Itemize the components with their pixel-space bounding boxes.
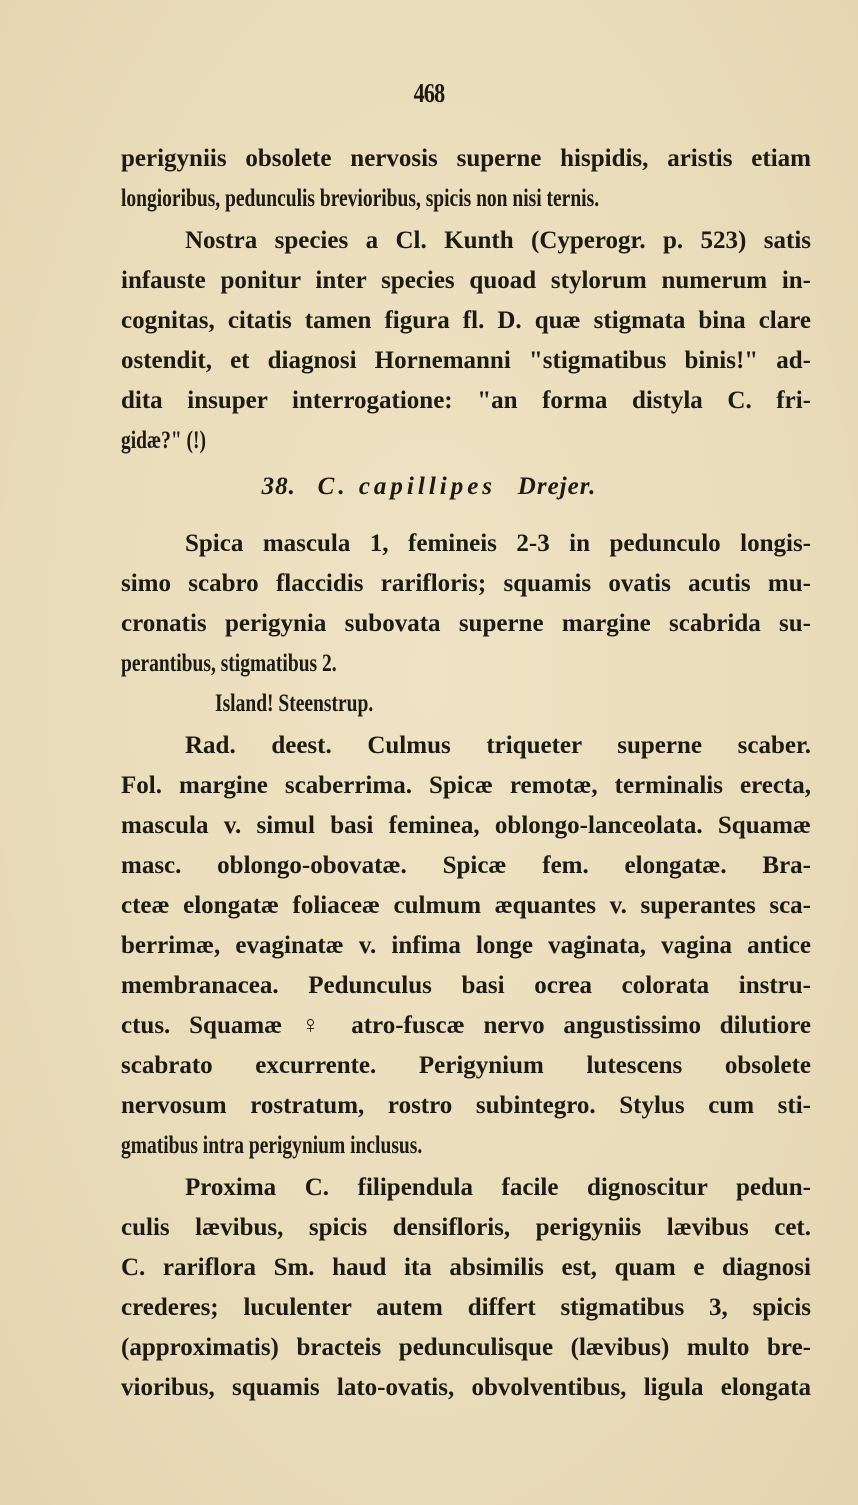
- text-line: C. rariflora Sm. haud ita absimilis est, quam e diagnosi: [121, 1254, 811, 1281]
- locality: Island! Steenstrup.: [215, 690, 374, 717]
- text-line: masc. oblongo-obovatæ. Spicæ fem. elongatæ. Bra-: [121, 852, 811, 879]
- text-line: (approximatis) bracteis pedunculisque (lævibus) multo bre-: [121, 1334, 811, 1361]
- text-line: simo scabro flaccidis rarifloris; squamis ovatis acutis mu-: [121, 570, 811, 597]
- text-line: cognitas, citatis tamen figura fl. D. quæ stigmata bina clare: [121, 307, 811, 334]
- text-line: ctus. Squamæ ♀ atro-fuscæ nervo angustissimo dilutiore: [121, 1012, 811, 1039]
- text-line: Rad. deest. Culmus triqueter superne scaber.: [185, 732, 811, 759]
- species-number: 38.: [261, 473, 296, 500]
- text-line: berrimæ, evaginatæ v. infima longe vaginata, vagina antice: [121, 932, 811, 959]
- text-line: Nostra species a Cl. Kunth (Cyperogr. p. 523) satis: [185, 227, 811, 254]
- text-line: Proxima C. filipendula facile dignoscitur pedun-: [185, 1174, 811, 1201]
- text-line: Fol. margine scaberrima. Spicæ remotæ, terminalis erecta,: [121, 772, 811, 799]
- page-number: 468: [413, 78, 445, 108]
- species-heading: [0, 470, 858, 504]
- text-line: longioribus, pedunculis brevioribus, spicis non nisi ternis.: [121, 185, 600, 212]
- text-line: vioribus, squamis lato-ovatis, obvolventibus, ligula elongata: [121, 1374, 811, 1401]
- text-line: gidæ?" (!): [121, 427, 207, 454]
- text-line: perantibus, stigmatibus 2.: [121, 650, 337, 677]
- text-line: infauste ponitur inter species quoad stylorum numerum in-: [121, 267, 811, 294]
- text-line: ostendit, et diagnosi Hornemanni "stigmatibus binis!" ad-: [121, 347, 811, 374]
- text-line: nervosum rostratum, rostro subintegro. Stylus cum sti-: [121, 1092, 811, 1119]
- text-line: dita insuper interrogatione: "an forma distyla C. fri-: [121, 387, 811, 414]
- species-name: C. capillipes: [317, 473, 497, 500]
- text-line: scabrato excurrente. Perigynium lutescens obsolete: [121, 1052, 811, 1079]
- species-author: Drejer.: [517, 473, 597, 500]
- text-line: perigyniis obsolete nervosis superne hispidis, aristis etiam: [121, 145, 811, 172]
- text-line: culis lævibus, spicis densifloris, perigyniis lævibus cet.: [121, 1214, 811, 1241]
- text-line: crederes; luculenter autem differt stigmatibus 3, spicis: [121, 1294, 811, 1321]
- text-line: cronatis perigynia subovata superne margine scabrida su-: [121, 610, 811, 637]
- text-line: cteæ elongatæ foliaceæ culmum æquantes v. superantes sca-: [121, 892, 811, 919]
- text-line: gmatibus intra perigynium inclusus.: [121, 1132, 423, 1159]
- text-line: membranacea. Pedunculus basi ocrea colorata instru-: [121, 972, 811, 999]
- text-line: mascula v. simul basi feminea, oblongo-lanceolata. Squamæ: [121, 812, 811, 839]
- text-line: Spica mascula 1, femineis 2-3 in pedunculo longis-: [185, 530, 811, 557]
